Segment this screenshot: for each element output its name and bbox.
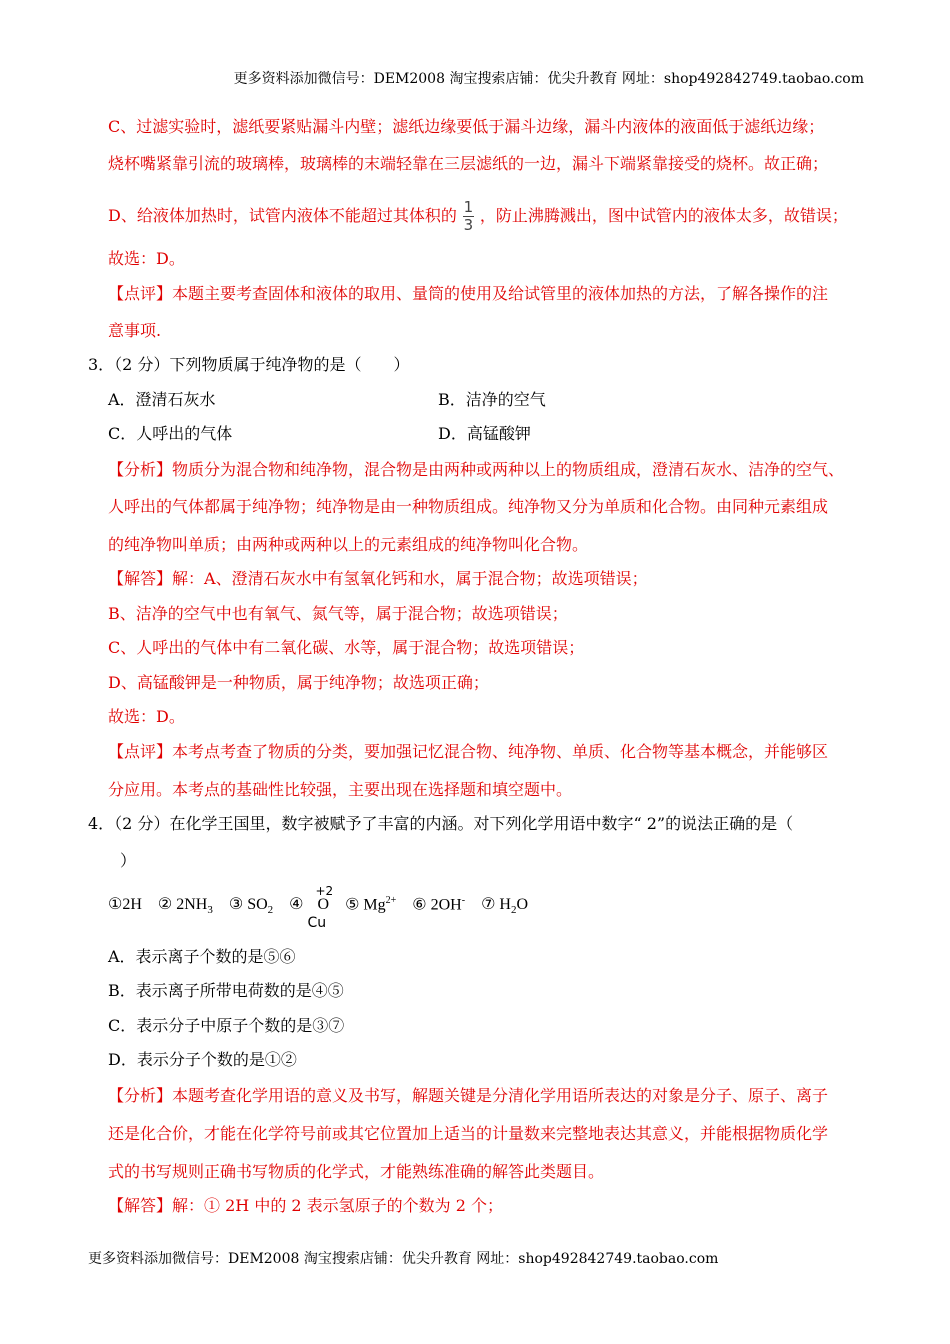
q2-option-d	[108, 200, 848, 233]
q4-option-b: B．表示离子所带电荷数的是④⑤	[108, 981, 344, 1000]
q2-comment-line2: 意事项.	[108, 321, 162, 340]
q3-answer-line3: C、人呼出的气体中有二氧化碳、水等，属于混合物；故选项错误；	[108, 638, 585, 657]
q3-answer-line4: D、高锰酸钾是一种物质，属于纯净物；故选项正确；	[108, 673, 489, 692]
symbol-2: ② $2NH_3$	[157, 896, 213, 917]
q3-answer-line1	[108, 569, 648, 589]
analysis-tag: 【分析】	[108, 460, 173, 479]
q3-option-d: D．高锰酸钾	[438, 424, 531, 443]
symbol-7: ⑦ $H_2O$	[481, 896, 529, 917]
answer-text: 解：A、澄清石灰水中有氢氧化钙和水，属于混合物；故选项错误；	[172, 569, 648, 588]
q4-option-a: A．表示离子个数的是⑤⑥	[108, 947, 296, 966]
q3-choose: 故选：D。	[108, 707, 185, 726]
q3-stem: 3．（2 分）下列物质属于纯净物的是（ ）	[88, 355, 410, 374]
q2-d-text-pre: D、给液体加热时，试管内液体不能超过其体积的	[108, 206, 457, 225]
q3-comment-line2: 分应用。本考点的基础性比较强，主要出现在选择题和填空题中。	[108, 780, 573, 799]
fraction-denominator: 3	[463, 216, 474, 234]
q4-symbols	[108, 884, 540, 932]
q3-answer-line2: B、洁净的空气中也有氧气、氮气等，属于混合物；故选项错误；	[108, 604, 568, 623]
answer-text: 解：① 2H 中的 2 表示氢原子的个数为 2 个；	[172, 1196, 504, 1215]
symbol-5: ⑤ $Mg^{2+}$	[345, 895, 397, 914]
q3-option-a: A．澄清石灰水	[108, 390, 216, 409]
q4-analysis-line1	[108, 1086, 828, 1106]
comment-text: 本考点考查了物质的分类，要加强记忆混合物、纯净物、单质、化合物等基本概念，并能够区	[172, 742, 829, 761]
symbol-3: ③ $SO_2$	[228, 896, 274, 917]
page-header: 更多资料添加微信号：DEM2008 淘宝搜索店铺：优尖升教育 网址：shop492842749.taobao.com	[233, 71, 864, 87]
comment-text: 本题主要考查固体和液体的取用、量筒的使用及给试管里的液体加热的方法，了解各操作的注	[172, 284, 829, 303]
q4-analysis-line2: 还是化合价，才能在化学符号前或其它位置加上适当的计量数来完整地表达其意义，并能根据物质化学	[108, 1124, 829, 1143]
q3-analysis-line1	[108, 460, 844, 480]
q2-comment-line1	[108, 284, 828, 304]
comment-tag: 【点评】	[108, 742, 173, 761]
q4-option-d: D．表示分子个数的是①②	[108, 1050, 297, 1069]
q4-stem-line1: 4．（2 分）在化学王国里，数字被赋予了丰富的内涵。对下列化学用语中数字“ 2”的说法正确的是（	[88, 814, 794, 833]
symbol-4: ④ +2 O Cu	[289, 884, 334, 932]
q4-option-c: C．表示分子中原子个数的是③⑦	[108, 1016, 345, 1035]
q2-option-c-line2: 烧杯嘴紧靠引流的玻璃棒，玻璃棒的末端轻靠在三层滤纸的一边，漏斗下端紧靠接受的烧杯。故正确；	[108, 154, 829, 173]
symbol-1: ①2H	[108, 896, 142, 914]
q4-stem-line2: ）	[120, 851, 137, 870]
comment-tag: 【点评】	[108, 284, 173, 303]
q3-analysis-line3: 的纯净物叫单质；由两种或两种以上的元素组成的纯净物叫化合物。	[108, 535, 589, 554]
q2-choose: 故选：D。	[108, 249, 185, 268]
page-footer: 更多资料添加微信号：DEM2008 淘宝搜索店铺：优尖升教育 网址：shop492842749.taobao.com	[88, 1251, 719, 1267]
analysis-text: 物质分为混合物和纯净物，混合物是由两种或两种以上的物质组成，澄清石灰水、洁净的空气、	[172, 460, 845, 479]
q2-d-text-post: ，防止沸腾溅出，图中试管内的液体太多，故错误；	[479, 206, 848, 225]
q3-comment-line1	[108, 742, 828, 762]
q3-option-b: B．洁净的空气	[438, 390, 546, 409]
q4-analysis-line3: 式的书写规则正确书写物质的化学式，才能熟练准确的解答此类题目。	[108, 1162, 605, 1181]
analysis-text: 本题考查化学用语的意义及书写，解题关键是分清化学用语所表达的对象是分子、原子、离子	[172, 1086, 829, 1105]
fraction-numerator: 1	[463, 198, 474, 216]
q4-answer-line1	[108, 1196, 503, 1216]
fraction-one-third	[463, 200, 474, 233]
symbol-6: ⑥ 2OH-	[412, 895, 466, 914]
analysis-tag: 【分析】	[108, 1086, 173, 1105]
q3-option-c: C．人呼出的气体	[108, 424, 233, 443]
q3-analysis-line2: 人呼出的气体都属于纯净物；纯净物是由一种物质组成。纯净物又分为单质和化合物。由同种元素组成	[108, 497, 829, 516]
q2-option-c-line1: C、过滤实验时，滤纸要紧贴漏斗内壁；滤纸边缘要低于漏斗边缘，漏斗内液体的液面低于滤纸边缘；	[108, 117, 825, 136]
answer-tag: 【解答】	[108, 569, 173, 588]
answer-tag: 【解答】	[108, 1196, 173, 1215]
